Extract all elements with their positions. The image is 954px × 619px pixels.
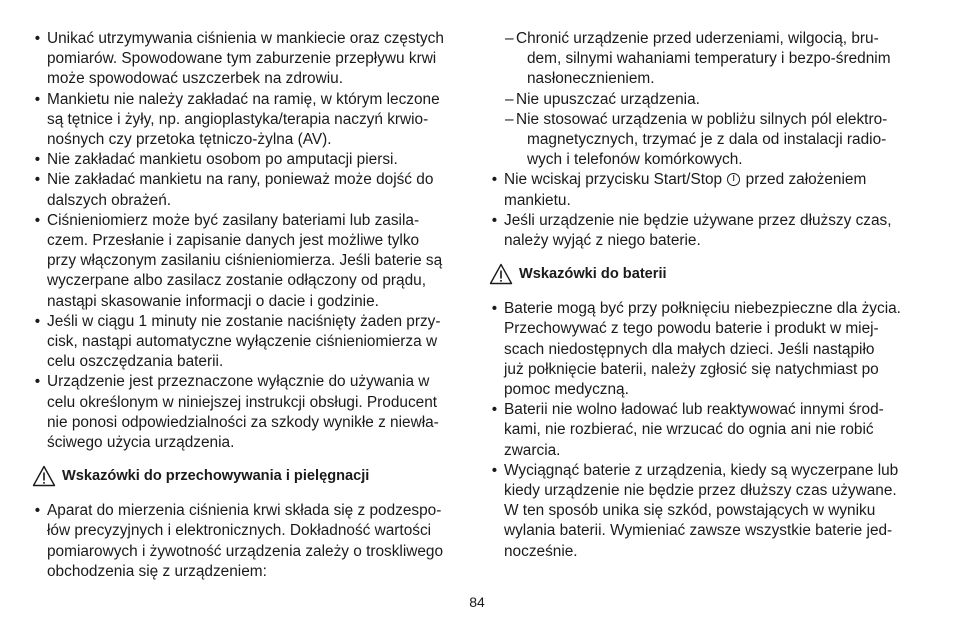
heading-text: Wskazówki do baterii bbox=[519, 266, 667, 283]
list-item: • Jeśli w ciągu 1 minuty nie zostanie naciśnięty żaden przy- cisk, nastąpi automatyczne wyłączenie ciśnieniomierza w celu oszczędzania baterii. bbox=[32, 312, 472, 373]
bullet-mark: • bbox=[491, 211, 498, 229]
list-item: • Urządzenie jest przeznaczone wyłącznie do używania w celu określonym w niniejszej instrukcji obsługi. Producent nie ponosi odpowiedzialności za szkody wynikłe z niewła- ściwego użycia urządzenia. bbox=[32, 372, 472, 453]
list-item: • Jeśli urządzenie nie będzie używane przez dłuższy czas, należy wyjąć z niego baterie. bbox=[489, 211, 919, 251]
list-item: • Aparat do mierzenia ciśnienia krwi składa się z podzespo- łów precyzyjnych i elektronicznych. Dokładność wartości pomiarowych i żywotność urządzenia zależy o troskliwego obchodzenia się z urządzeniem: bbox=[32, 501, 472, 582]
dash-mark: – bbox=[505, 110, 514, 128]
list-item: – Nie upuszczać urządzenia. bbox=[489, 90, 919, 110]
bullet-mark: • bbox=[491, 461, 498, 479]
bullet-list bbox=[32, 29, 472, 453]
page-number: 84 bbox=[469, 594, 485, 610]
bullet-mark: • bbox=[34, 90, 41, 108]
bullet-mark: • bbox=[34, 30, 41, 47]
dash-list bbox=[489, 29, 919, 170]
dash-mark: – bbox=[505, 30, 514, 47]
right-column bbox=[489, 29, 919, 562]
list-item: • Nie wciskaj przycisku Start/Stop przed założeniem mankietu. bbox=[489, 170, 919, 210]
list-item: • Nie zakładać mankietu na rany, ponieważ może dojść do dalszych obrażeń. bbox=[32, 170, 472, 210]
bullet-mark: • bbox=[34, 151, 41, 169]
bullet-mark: • bbox=[34, 373, 41, 391]
bullet-mark: • bbox=[34, 211, 41, 229]
list-item: • Ciśnieniomierz może być zasilany bateriami lub zasila- czem. Przesłanie i zapisanie danych jest możliwe tylko przy włączonym zasilaniu ciśnieniomierza. Jeśli baterie są wyczerpane albo zasilacz zostanie odłączony od prądu, nastąpi skasowanie informacji o dacie i godzinie. bbox=[32, 211, 472, 312]
bullet-mark: • bbox=[491, 401, 498, 419]
list-item: • Nie zakładać mankietu osobom po amputacji piersi. bbox=[32, 150, 472, 170]
warning-triangle-icon bbox=[489, 263, 513, 285]
bullet-mark: • bbox=[491, 171, 498, 189]
list-item: – Nie stosować urządzenia w pobliżu silnych pól elektro- magnetycznych, trzymać je z dala od instalacji radio- wych i telefonów komórkowych. bbox=[505, 110, 888, 169]
bullet-list bbox=[489, 299, 919, 562]
bullet-mark: • bbox=[34, 502, 41, 520]
heading-text: Wskazówki do przechowywania i pielęgnacji bbox=[62, 468, 370, 485]
bullet-list bbox=[32, 501, 472, 582]
list-item: • Baterie mogą być przy połknięciu niebezpieczne dla życia. Przechowywać z tego powodu baterie i produkt w miej- scach niedostępnych dla małych dzieci. Jeśli nastąpiło już połknięcie baterii, należy zgłosić się natychmiast po pomoc medyczną. bbox=[489, 299, 919, 400]
bullet-mark: • bbox=[34, 171, 41, 189]
left-column bbox=[32, 29, 472, 582]
list-item: – Chronić urządzenie przed uderzeniami, wilgocią, bru- dem, silnymi wahaniami temperatury i bezpo-średnim nasłonecznieniem. bbox=[505, 30, 891, 88]
bullet-list bbox=[489, 170, 919, 251]
dash-mark: – bbox=[505, 90, 514, 108]
list-item: • Baterii nie wolno ładować lub reaktywować innymi środ- kami, nie rozbierać, nie wrzucać do ognia ani nie robić zwarcia. bbox=[489, 400, 919, 461]
power-button-icon bbox=[727, 173, 740, 186]
warning-triangle-icon bbox=[32, 465, 56, 487]
list-item: • Mankietu nie należy zakładać na ramię, w którym leczone są tętnice i żyły, np. angioplastyka/terapia naczyń krwio- nośnych czy przetoka tętniczo-żylna (AV). bbox=[32, 90, 472, 151]
list-item: • Wyciągnąć baterie z urządzenia, kiedy są wyczerpane lub kiedy urządzenie nie będzie przez dłuższy czas używane. W ten sposób unika się szkód, powstających w wyniku wylania baterii. Wymieniać zawsze wszystkie baterie jed- nocześnie. bbox=[489, 461, 919, 562]
section-heading-storage bbox=[32, 465, 472, 487]
bullet-mark: • bbox=[34, 312, 41, 330]
section-heading-batteries bbox=[489, 263, 919, 285]
list-item: • Unikać utrzymywania ciśnienia w mankiecie oraz częstych pomiarów. Spowodowane tym zaburzenie przepływu krwi może spowodować uszczerbek na zdrowiu. bbox=[32, 29, 472, 90]
bullet-mark: • bbox=[491, 300, 498, 318]
